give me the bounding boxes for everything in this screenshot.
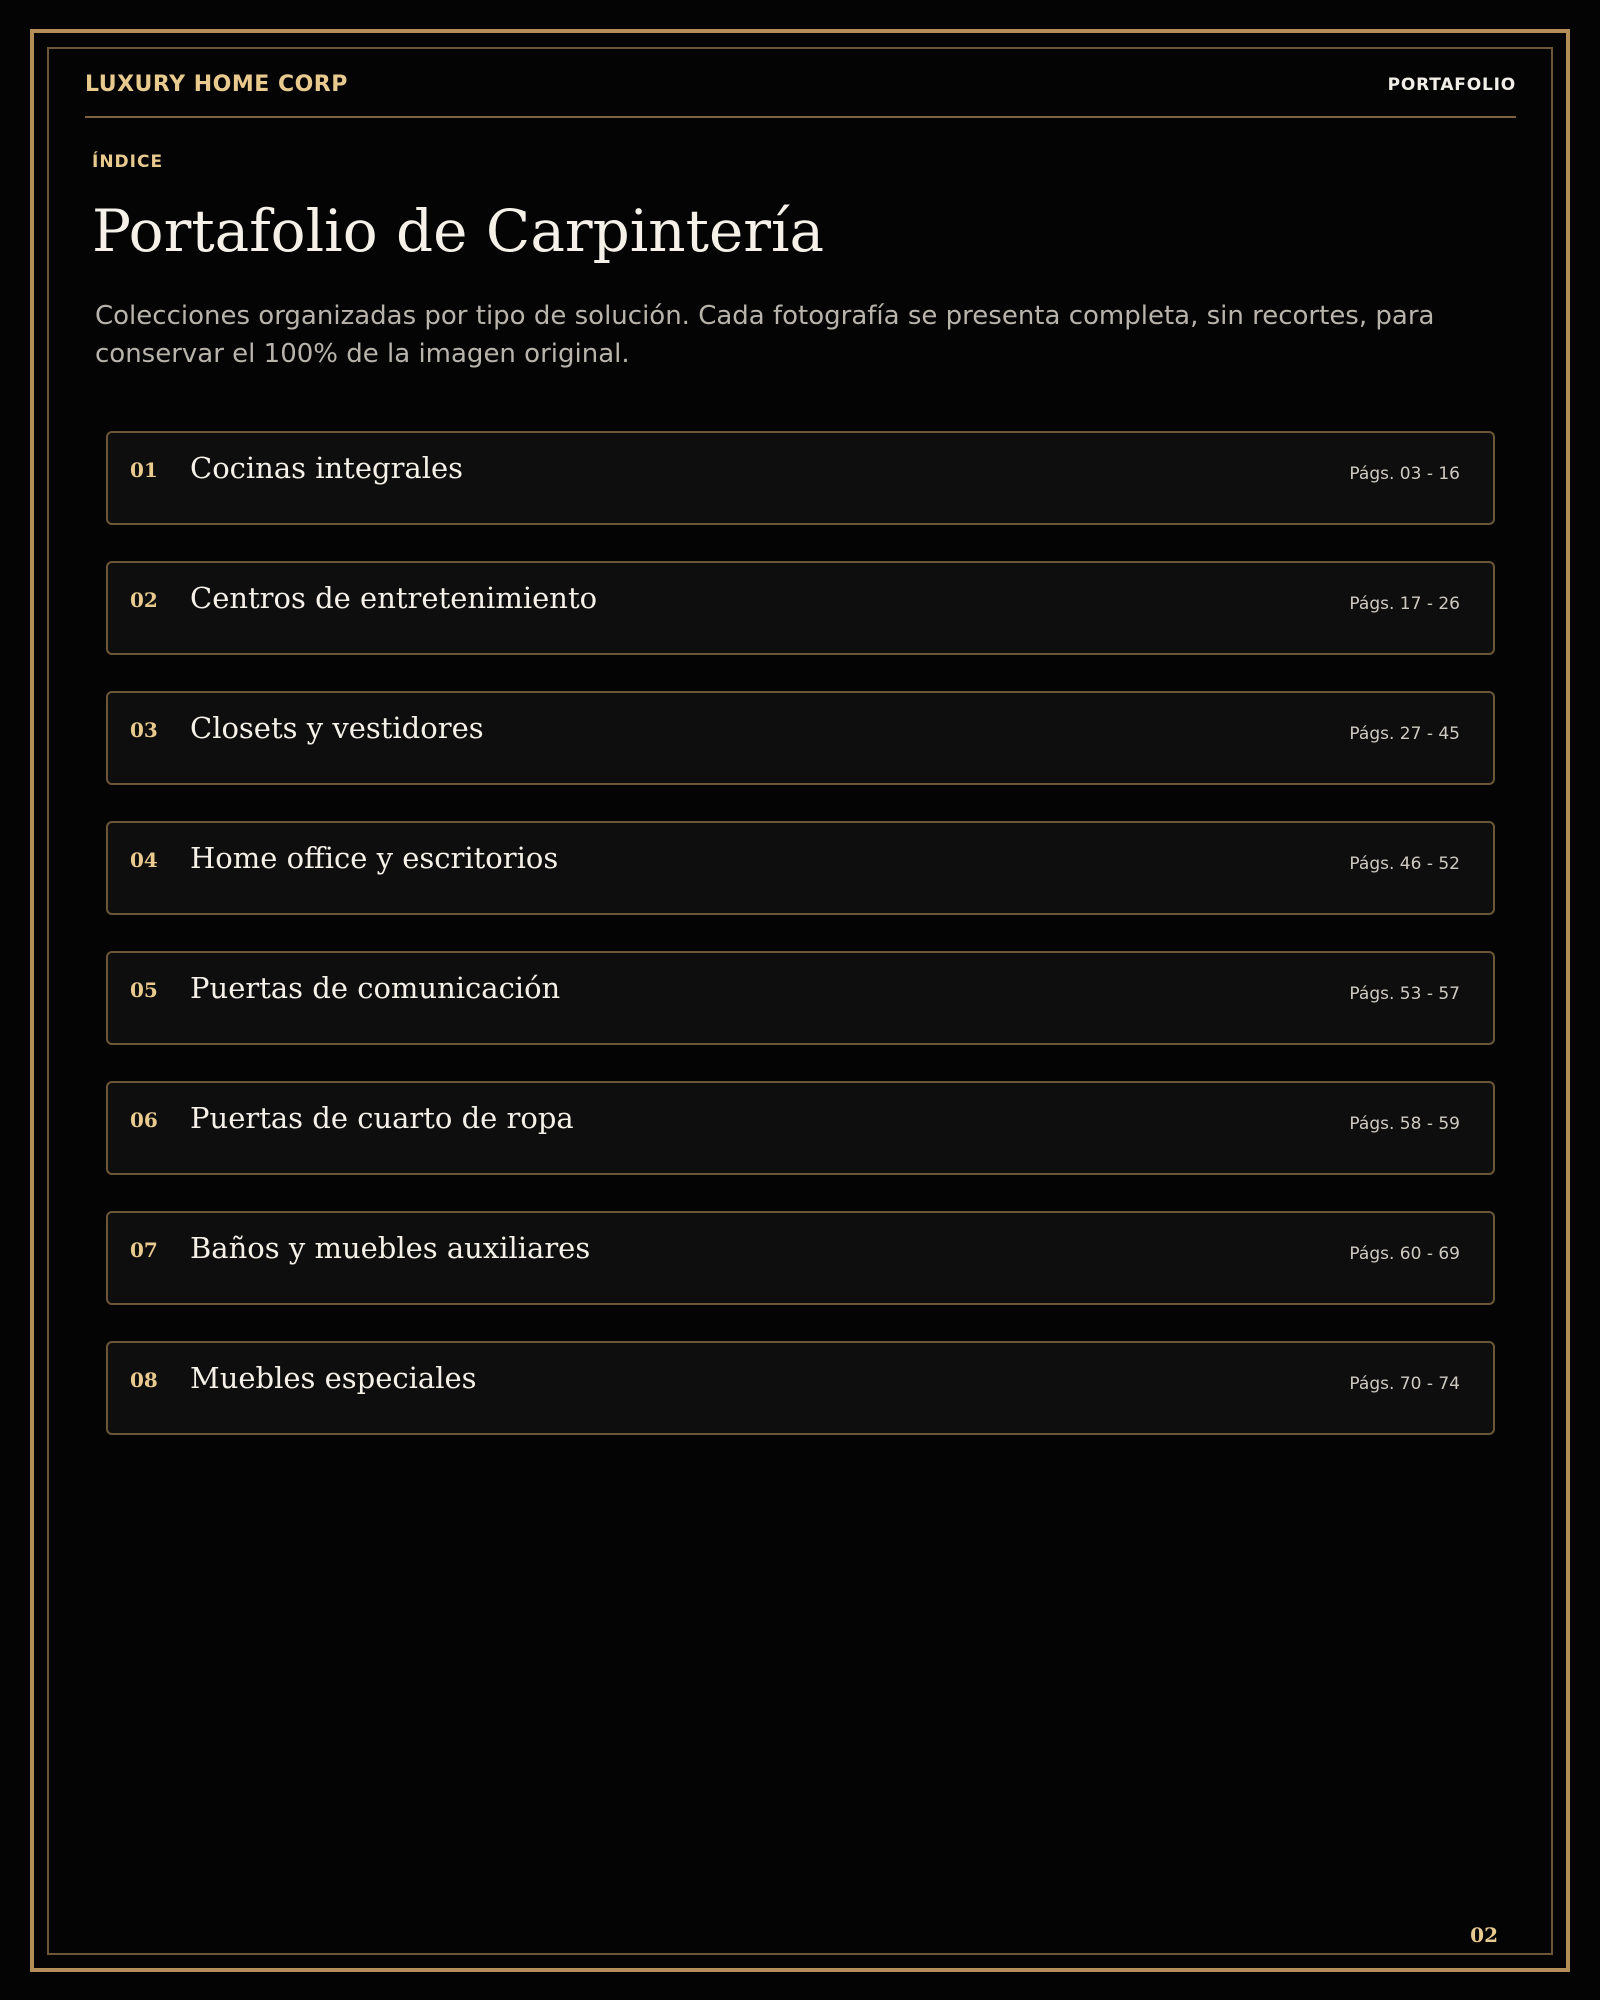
- toc-item-label: Baños y muebles auxiliares: [190, 1231, 591, 1265]
- page-title: Portafolio de Carpintería: [92, 197, 825, 265]
- toc-item-number: 04: [130, 848, 158, 872]
- toc-item-number: 07: [130, 1238, 158, 1262]
- toc-item-label: Cocinas integrales: [190, 451, 464, 485]
- page-number: 02: [1470, 1923, 1498, 1947]
- index-kicker: ÍNDICE: [92, 152, 164, 172]
- toc-item-puertas-comunicacion[interactable]: [106, 951, 1495, 1045]
- toc-item-pages: Págs. 03 - 16: [1349, 464, 1460, 484]
- toc-item-puertas-ropa[interactable]: [106, 1081, 1495, 1175]
- brand-name: LUXURY HOME CORP: [85, 72, 348, 97]
- toc-item-pages: Págs. 53 - 57: [1349, 984, 1460, 1004]
- toc-item-pages: Págs. 46 - 52: [1349, 854, 1460, 874]
- toc-item-number: 01: [130, 458, 158, 482]
- toc-item-pages: Págs. 60 - 69: [1349, 1244, 1460, 1264]
- toc-item-label: Home office y escritorios: [190, 841, 559, 875]
- toc-item-number: 06: [130, 1108, 158, 1132]
- toc-item-banos[interactable]: [106, 1211, 1495, 1305]
- toc-item-number: 05: [130, 978, 158, 1002]
- toc-item-muebles-especiales[interactable]: [106, 1341, 1495, 1435]
- toc-item-centros[interactable]: [106, 561, 1495, 655]
- toc-item-label: Centros de entretenimiento: [190, 581, 598, 615]
- section-label: PORTAFOLIO: [1387, 75, 1516, 95]
- toc-item-pages: Págs. 27 - 45: [1349, 724, 1460, 744]
- toc-item-label: Puertas de comunicación: [190, 971, 561, 1005]
- toc-item-pages: Págs. 58 - 59: [1349, 1114, 1460, 1134]
- toc-item-label: Muebles especiales: [190, 1361, 477, 1395]
- toc-item-number: 08: [130, 1368, 158, 1392]
- toc-item-cocinas[interactable]: [106, 431, 1495, 525]
- table-of-contents: [106, 431, 1495, 1471]
- toc-item-label: Puertas de cuarto de ropa: [190, 1101, 574, 1135]
- page-subtitle: Colecciones organizadas por tipo de solución. Cada fotografía se presenta completa, sin recortes, para conservar el 100% de la imagen original.: [95, 301, 1435, 369]
- toc-item-number: 02: [130, 588, 158, 612]
- toc-item-pages: Págs. 70 - 74: [1349, 1374, 1460, 1394]
- toc-item-number: 03: [130, 718, 158, 742]
- toc-item-closets[interactable]: [106, 691, 1495, 785]
- toc-item-home-office[interactable]: [106, 821, 1495, 915]
- page-header: [85, 68, 1516, 118]
- toc-item-label: Closets y vestidores: [190, 711, 484, 745]
- toc-item-pages: Págs. 17 - 26: [1349, 594, 1460, 614]
